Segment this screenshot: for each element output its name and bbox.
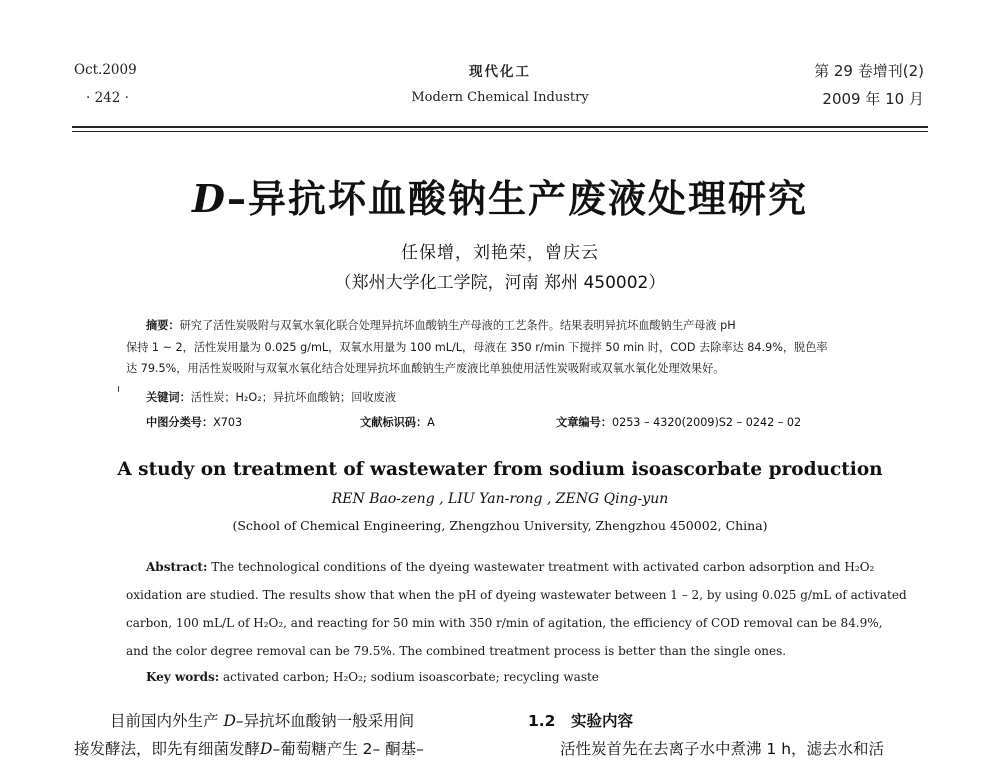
keywords-cn-label: 关键词： bbox=[146, 391, 191, 404]
document-code-value: A bbox=[427, 416, 435, 429]
affiliation-en: (School of Chemical Engineering, Zhengzhou University, Zhengzhou 450002, China) bbox=[232, 518, 768, 533]
abstract-en-line-3: carbon, 100 mL/L of H₂O₂, and reacting for 50 min with 350 r/min of agitation, the efficiency of COD removal can be 84.9%, bbox=[126, 616, 883, 630]
article-number-label: 文章编号： bbox=[556, 416, 612, 429]
body-left-line-1-italic: D bbox=[223, 712, 236, 730]
header-rule-thin bbox=[72, 131, 928, 132]
abstract-cn-label: 摘要： bbox=[146, 319, 180, 332]
article-number bbox=[556, 414, 801, 430]
abstract-en-line-4: and the color degree removal can be 79.5%. The combined treatment process is better than the single ones. bbox=[126, 644, 787, 658]
keywords-en-label: Key words: bbox=[146, 670, 220, 684]
classification-code-value: X703 bbox=[213, 416, 243, 429]
document-code bbox=[360, 414, 435, 430]
keywords-en-text: activated carbon; H₂O₂; sodium isoascorbate; recycling waste bbox=[223, 670, 599, 684]
body-left-line-2 bbox=[74, 737, 424, 759]
journal-name-cn: 现代化工 bbox=[469, 64, 531, 80]
title-cn bbox=[0, 168, 1000, 223]
classification-code-label: 中图分类号： bbox=[146, 416, 214, 429]
body-left-line-1-a: 目前国内外生产 bbox=[110, 712, 224, 730]
body-left-line-2-italic: D bbox=[260, 740, 273, 758]
body-left-line-2-b: –葡萄糖产生 2– 酮基– bbox=[272, 740, 424, 758]
abstract-en-line-2: oxidation are studied. The results show that when the pH of dyeing wastewater between 1 – 2, by using 0.025 g/mL of activated bbox=[126, 588, 907, 602]
document-code-label: 文献标识码： bbox=[360, 416, 428, 429]
header-rule-thick bbox=[72, 126, 928, 128]
keywords-cn-text: 活性炭；H₂O₂；异抗坏血酸钠；回收废液 bbox=[190, 391, 396, 404]
abstract-en-label: Abstract: bbox=[146, 560, 208, 574]
article-number-value: 0253 – 4320(2009)S2 – 0242 – 02 bbox=[611, 416, 802, 429]
abstract-cn-line-2: 保持 1 ~ 2，活性炭用量为 0.025 g/mL，双氧水用量为 100 mL/L，母液在 350 r/min 下搅拌 50 min 时，COD 去除率达 84.9%，脱色率 bbox=[126, 341, 828, 354]
body-left-line-2-a: 接发酵法，即先有细菌发酵 bbox=[74, 740, 261, 758]
keywords-en bbox=[146, 670, 599, 684]
authors-en: REN Bao-zeng , LIU Yan-rong , ZENG Qing-yun bbox=[331, 491, 669, 507]
affiliation-cn: （郑州大学化工学院，河南 郑州 450002） bbox=[334, 273, 666, 293]
header-volume: 第 29 卷增刊(2) bbox=[814, 62, 924, 80]
title-cn-prefix: D bbox=[192, 176, 227, 221]
authors-cn: 任保增，刘艳荣，曾庆云 bbox=[401, 243, 599, 263]
header-date: Oct.2009 bbox=[74, 62, 137, 78]
title-en: A study on treatment of wastewater from sodium isoascorbate production bbox=[117, 459, 883, 480]
body-left-line-1-b: –异抗坏血酸钠一般采用间 bbox=[235, 712, 415, 730]
header-issue-date: 2009 年 10 月 bbox=[822, 90, 924, 108]
keywords-cn bbox=[146, 388, 396, 408]
section-heading: 1.2 实验内容 bbox=[528, 712, 633, 730]
abstract-en-line-1 bbox=[146, 560, 874, 574]
title-cn-text: –异抗坏血酸钠生产废液处理研究 bbox=[226, 177, 808, 221]
classification-code bbox=[146, 414, 242, 430]
body-left-line-1 bbox=[110, 709, 414, 731]
abstract-cn-text-1: 研究了活性炭吸附与双氧水氧化联合处理异抗坏血酸钠生产母液的工艺条件。结果表明异抗坏血酸钠生产母液 pH bbox=[179, 319, 736, 332]
journal-name-en: Modern Chemical Industry bbox=[411, 90, 589, 105]
header-page-number: · 242 · bbox=[86, 90, 129, 106]
abstract-en-text-1: The technological conditions of the dyeing wastewater treatment with activated carbon adsorption and H₂O₂ bbox=[211, 560, 875, 574]
abstract-cn-line-3: 达 79.5%，用活性炭吸附与双氧水氧化结合处理异抗坏血酸钠生产废液比单独使用活性炭吸附或双氧水氧化处理效果好。 bbox=[126, 362, 725, 375]
margin-mark bbox=[118, 386, 119, 392]
abstract-cn-line-1 bbox=[146, 316, 736, 336]
body-right-line-1: 活性炭首先在去离子水中煮沸 1 h，滤去水和活 bbox=[560, 740, 885, 758]
